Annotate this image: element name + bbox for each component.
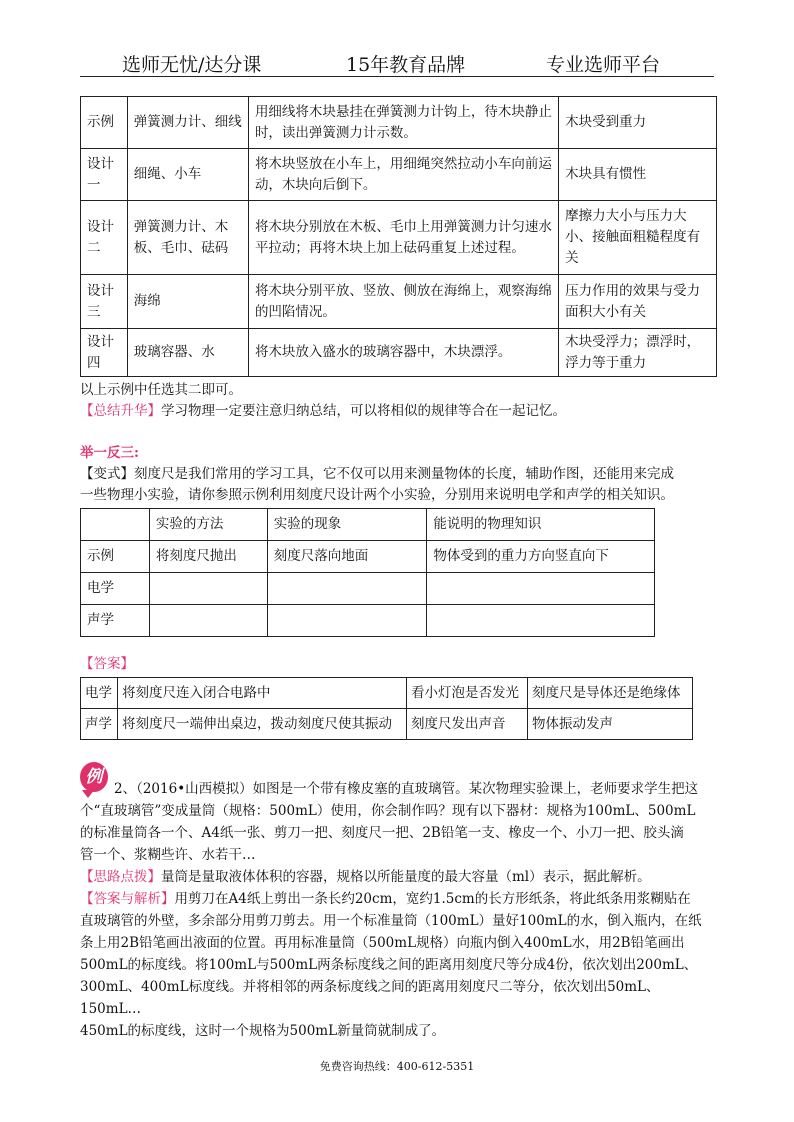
table-row (81, 149, 717, 201)
variant-line-2: 一些物理小实验，请你参照示例利用刻度尺设计两个小实验，分别用来说明电学和声学的相关知识。 (80, 487, 674, 503)
phenomenon-cell: 刻度尺发出声音 (407, 709, 528, 740)
row-label: 示例 (81, 97, 128, 149)
table-header-row (81, 509, 655, 541)
knowledge-cell: 物体振动发声 (528, 709, 693, 740)
table-row (81, 541, 655, 573)
analysis-line: 条上用2B铅笔画出液面的位置。再用标准量筒（500mL规格）向瓶内倒入400mL水，用2B铅笔画出 (80, 935, 685, 951)
header-cell (81, 509, 150, 541)
analysis-line: 450mL的标度线，这时一个规格为500mL新量筒就制成了。 (80, 1023, 446, 1039)
hint-tag: 【思路点拨】 (80, 869, 161, 885)
row-label: 声学 (81, 605, 150, 637)
phenomenon-cell: 看小灯泡是否发光 (407, 678, 528, 709)
empty-cell (427, 573, 655, 605)
materials-cell: 弹簧测力计、木板、毛巾、砝码 (127, 201, 248, 275)
method-cell: 用细线将木块悬挂在弹簧测力计钩上，待木块静止时，读出弹簧测力计示数。 (248, 97, 558, 149)
summary-text: 学习物理一定要注意归纳总结，可以将相似的规律等合在一起记忆。 (161, 403, 566, 419)
materials-cell: 海绵 (127, 275, 248, 329)
conclusion-cell: 木块受到重力 (559, 97, 717, 149)
note-line: 以上示例中任选其二即可。 (80, 382, 242, 398)
analysis-tag: 【答案与解析】 (80, 891, 175, 907)
materials-cell: 弹簧测力计、细线 (127, 97, 248, 149)
variant-line-1 (80, 464, 674, 485)
method-cell: 将刻度尺抛出 (149, 541, 267, 573)
table-row (81, 97, 717, 149)
empty-cell (149, 605, 267, 637)
design-table (80, 96, 717, 377)
empty-cell (267, 573, 427, 605)
conclusion-cell: 木块具有惯性 (559, 149, 717, 201)
empty-cell (427, 605, 655, 637)
variant-tag: 【变式】 (80, 466, 134, 482)
row-label: 设计四 (81, 329, 128, 377)
problem-line: 个“直玻璃管”变成量筒（规格：500mL）使用，你会制作吗？现有以下器材：规格为100mL、500mL (80, 803, 696, 819)
method-cell: 将木块竖放在小车上，用细绳突然拉动小车向前运动，木块向后倒下。 (248, 149, 558, 201)
table-row (81, 201, 717, 275)
header-cell: 实验的方法 (149, 509, 267, 541)
conclusion-cell: 摩擦力大小与压力大小、接触面粗糙程度有关 (559, 201, 717, 275)
footer-hotline: 免费咨询热线：400-612-5351 (319, 1060, 475, 1073)
row-label: 设计二 (81, 201, 128, 275)
practice-title: 举一反三: (80, 445, 139, 461)
knowledge-cell: 刻度尺是导体还是绝缘体 (528, 678, 693, 709)
table-row (81, 275, 717, 329)
analysis-line: 500mL的标度线。将100mL与500mL两条标度线之间的距离用刻度尺等分成4份，依次划出200mL、 (80, 957, 698, 973)
variant-text-1: 刻度尺是我们常用的学习工具，它不仅可以用来测量物体的长度，辅助作图，还能用来完成 (134, 466, 674, 482)
problem-line: 管一个、浆糊些许、水若干… (80, 847, 256, 863)
row-label: 声学 (81, 709, 118, 740)
row-label: 电学 (81, 573, 150, 605)
materials-cell: 细绳、小车 (127, 149, 248, 201)
table-row (81, 329, 717, 377)
analysis-first: 用剪刀在A4纸上剪出一条长约20cm，宽约1.5cm的长方形纸条，将此纸条用浆糊贴在 (174, 891, 691, 907)
header-cell: 实验的现象 (267, 509, 427, 541)
method-cell: 将刻度尺一端伸出桌边，拨动刻度尺使其振动 (118, 709, 407, 740)
analysis-line: 300mL、400mL标度线。并将相邻的两条标度线之间的距离用刻度尺二等分，依次划出50mL、150mL… (80, 979, 660, 1017)
analysis-line: 直玻璃管的外壁，多余部分用剪刀剪去。用一个标准量筒（100mL）量好100mL的水，倒入瓶内，在纸 (80, 913, 702, 929)
row-label: 电学 (81, 678, 118, 709)
example-badge: 例 (80, 762, 108, 792)
summary-tag: 【总结升华】 (80, 403, 161, 419)
method-cell: 将木块分别平放、竖放、侧放在海绵上，观察海绵的凹陷情况。 (248, 275, 558, 329)
page-header (80, 48, 714, 77)
conclusion-cell: 木块受浮力；漂浮时，浮力等于重力 (559, 329, 717, 377)
method-cell: 将木块分别放在木板、毛巾上用弹簧测力计匀速水平拉动；再将木块上加上砝码重复上述过程。 (248, 201, 558, 275)
method-cell: 将木块放入盛水的玻璃容器中，木块漂浮。 (248, 329, 558, 377)
table-row (81, 709, 693, 740)
knowledge-cell: 物体受到的重力方向竖直向下 (427, 541, 655, 573)
materials-cell: 玻璃容器、水 (127, 329, 248, 377)
table-row (81, 605, 655, 637)
hint-line (80, 866, 720, 888)
hint-text: 量筒是量取液体体积的容器，规格以所能量度的最大容量（ml）表示，据此解析。 (161, 869, 651, 885)
header-brand: 选师无忧/达分课 (122, 54, 262, 76)
phenomenon-cell: 刻度尺落向地面 (267, 541, 427, 573)
variant-table (80, 508, 655, 637)
summary-paragraph (80, 401, 566, 422)
empty-cell (149, 573, 267, 605)
header-cell: 能说明的物理知识 (427, 509, 655, 541)
table-row (81, 573, 655, 605)
problem-line: 2、（2016•山西模拟）如图是一个带有橡皮塞的直玻璃管。某次物理实验课上，老师要求学生把这 (114, 781, 699, 797)
header-platform: 专业选师平台 (546, 54, 661, 76)
header-slogan: 15年教育品牌 (346, 54, 466, 76)
example2-problem (80, 778, 720, 1042)
analysis-line (80, 888, 720, 910)
table-row (81, 678, 693, 709)
row-label: 示例 (81, 541, 150, 573)
answer-label: 【答案】 (80, 656, 134, 672)
method-cell: 将刻度尺连入闭合电路中 (118, 678, 407, 709)
row-label: 设计一 (81, 149, 128, 201)
row-label: 设计三 (81, 275, 128, 329)
problem-line: 的标准量筒各一个、A4纸一张、剪刀一把、刻度尺一把、2B铅笔一支、橡皮一个、小刀一把、胶头滴 (80, 825, 684, 841)
conclusion-cell: 压力作用的效果与受力面积大小有关 (559, 275, 717, 329)
empty-cell (267, 605, 427, 637)
answer-table (80, 677, 693, 740)
